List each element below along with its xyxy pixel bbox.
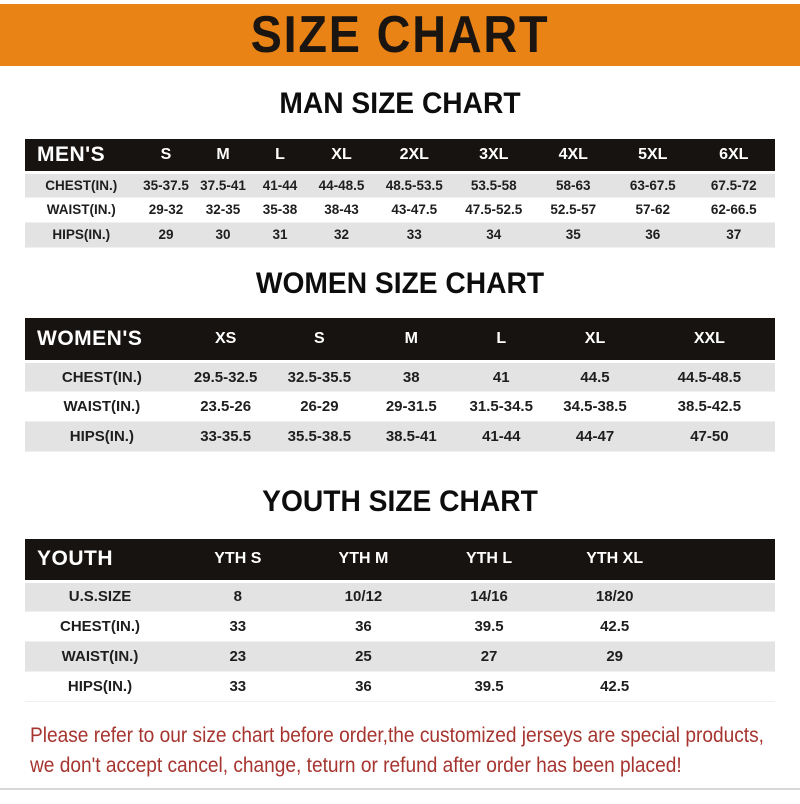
size-value-cell: 53.5-58 (470, 177, 517, 193)
row-label: WAIST(IN.) (61, 647, 139, 665)
header-row (25, 139, 775, 172)
size-value-cell: 48.5-53.5 (385, 177, 443, 193)
size-value-cell: 26-29 (300, 398, 339, 415)
man-size-table (25, 139, 775, 248)
size-value-cell: 29 (158, 227, 174, 242)
size-chart-title: SIZE CHART (250, 6, 550, 64)
size-value-cell: 38.5-42.5 (677, 398, 742, 415)
size-value-cell: 29-32 (148, 202, 184, 217)
size-column-header: YTH M (301, 539, 427, 581)
size-value-cell: 33 (229, 677, 247, 695)
filler-cell (678, 641, 776, 671)
size-value-cell: 25 (355, 647, 372, 665)
size-value-cell: 27 (480, 647, 498, 665)
table-row (25, 172, 775, 197)
size-column-header: XXL (644, 318, 775, 362)
size-value-cell: 29.5-32.5 (193, 368, 258, 386)
size-value-cell: 44.5 (580, 368, 610, 386)
size-value-cell: 33 (406, 227, 422, 242)
size-value-cell: 38-43 (324, 202, 359, 217)
row-label: CHEST(IN.) (45, 177, 118, 193)
bottom-divider (0, 788, 800, 790)
disclaimer-text (30, 721, 800, 781)
table-row (25, 581, 775, 611)
size-value-cell: 63-67.5 (629, 177, 676, 193)
size-value-cell: 41-44 (262, 177, 298, 193)
row-label: U.S.SIZE (68, 588, 132, 605)
size-value-cell: 10/12 (344, 588, 383, 605)
size-column-header: S (273, 318, 367, 362)
size-value-cell: 14/16 (470, 588, 508, 605)
size-column-header: 4XL (534, 139, 614, 172)
table-corner-label: YOUTH (25, 539, 175, 581)
header-row (25, 539, 775, 581)
women-size-chart-section (0, 268, 800, 453)
size-value-cell: 32 (333, 227, 350, 242)
table-row (25, 422, 775, 452)
women-size-table (25, 318, 775, 453)
size-value-cell: 44-47 (575, 428, 615, 445)
size-value-cell: 34 (486, 227, 502, 242)
size-chart-banner (0, 4, 800, 66)
row-label: CHEST(IN.) (61, 368, 142, 386)
size-value-cell: 34.5-38.5 (563, 398, 627, 415)
size-value-cell: 23 (229, 647, 247, 665)
table-row (25, 222, 775, 247)
size-value-cell: 35 (565, 227, 581, 242)
man-size-chart-section (0, 88, 800, 248)
disclaimer-line-1: Please refer to our size chart before order,the customized jerseys are special products, (30, 723, 764, 747)
size-value-cell: 37.5-41 (200, 177, 246, 193)
size-value-cell: 42.5 (600, 677, 630, 695)
size-column-header: YTH XL (552, 539, 678, 581)
disclaimer-line-2: we don't accept cancel, change, teturn or refund after order has been placed! (30, 753, 682, 777)
size-value-cell: 33 (229, 617, 247, 635)
size-column-header: XL (309, 139, 375, 172)
size-value-cell: 35-37.5 (143, 177, 189, 193)
size-value-cell: 31 (272, 227, 288, 242)
size-column-header: 2XL (375, 139, 455, 172)
size-value-cell: 42.5 (600, 617, 630, 635)
size-value-cell: 38.5-41 (385, 428, 437, 445)
filler-cell (678, 539, 776, 581)
size-value-cell: 32-35 (205, 202, 241, 217)
size-value-cell: 58-63 (555, 177, 591, 193)
youth-size-chart-section (0, 486, 800, 702)
size-value-cell: 35.5-38.5 (287, 428, 352, 445)
row-label: HIPS(IN.) (69, 428, 134, 445)
size-value-cell: 36 (645, 227, 661, 242)
size-column-header: S (138, 139, 195, 172)
table-row (25, 641, 775, 671)
size-value-cell: 33-35.5 (200, 428, 252, 445)
size-value-cell: 32.5-35.5 (287, 368, 352, 386)
header-row (25, 318, 775, 362)
size-value-cell: 44.5-48.5 (677, 368, 742, 386)
youth-size-chart-heading: YOUTH SIZE CHART (262, 485, 538, 518)
size-value-cell: 37 (726, 227, 742, 242)
size-column-header: 3XL (454, 139, 534, 172)
size-value-cell: 44-48.5 (318, 177, 365, 193)
size-value-cell: 29 (606, 647, 624, 665)
size-value-cell: 29-31.5 (385, 398, 437, 415)
size-value-cell: 52.5-57 (550, 202, 597, 217)
size-value-cell: 23.5-26 (200, 398, 252, 415)
youth-size-table (25, 539, 775, 702)
filler-cell (678, 671, 776, 701)
table-row (25, 671, 775, 701)
size-value-cell: 47.5-52.5 (465, 202, 523, 217)
table-row (25, 611, 775, 641)
size-value-cell: 47-50 (690, 428, 729, 445)
table-row (25, 362, 775, 392)
row-label: HIPS(IN.) (67, 677, 133, 695)
size-column-header: YTH L (426, 539, 552, 581)
size-value-cell: 62-66.5 (710, 202, 757, 217)
size-value-cell: 30 (215, 227, 231, 242)
size-value-cell: 18/20 (595, 588, 634, 605)
size-column-header: 6XL (693, 139, 776, 172)
table-corner-label: MEN'S (25, 139, 138, 172)
size-value-cell: 57-62 (635, 202, 671, 217)
row-label: WAIST(IN.) (46, 202, 116, 217)
man-size-chart-heading: MAN SIZE CHART (279, 87, 521, 120)
row-label: WAIST(IN.) (63, 398, 141, 415)
size-column-header: XS (179, 318, 273, 362)
size-column-header: XL (546, 318, 644, 362)
size-column-header: L (456, 318, 546, 362)
size-value-cell: 39.5 (474, 617, 504, 635)
size-value-cell: 43-47.5 (391, 202, 438, 217)
size-value-cell: 8 (233, 588, 242, 605)
women-size-chart-heading: WOMEN SIZE CHART (255, 266, 545, 300)
row-label: HIPS(IN.) (52, 227, 111, 242)
size-column-header: YTH S (175, 539, 301, 581)
size-value-cell: 39.5 (474, 677, 504, 695)
table-row (25, 197, 775, 222)
size-value-cell: 67.5-72 (710, 177, 757, 193)
table-row (25, 392, 775, 422)
size-value-cell: 35-38 (262, 202, 298, 217)
size-value-cell: 41-44 (482, 428, 521, 445)
row-label: CHEST(IN.) (60, 617, 140, 635)
table-corner-label: WOMEN'S (25, 318, 179, 362)
size-value-cell: 36 (355, 617, 372, 635)
size-value-cell: 38 (402, 368, 420, 386)
size-column-header: M (366, 318, 456, 362)
filler-cell (678, 611, 776, 641)
size-column-header: L (252, 139, 309, 172)
filler-cell (678, 581, 776, 611)
size-value-cell: 41 (492, 368, 510, 386)
size-value-cell: 31.5-34.5 (469, 398, 533, 415)
size-column-header: 5XL (613, 139, 693, 172)
size-column-header: M (195, 139, 252, 172)
size-value-cell: 36 (355, 677, 372, 695)
